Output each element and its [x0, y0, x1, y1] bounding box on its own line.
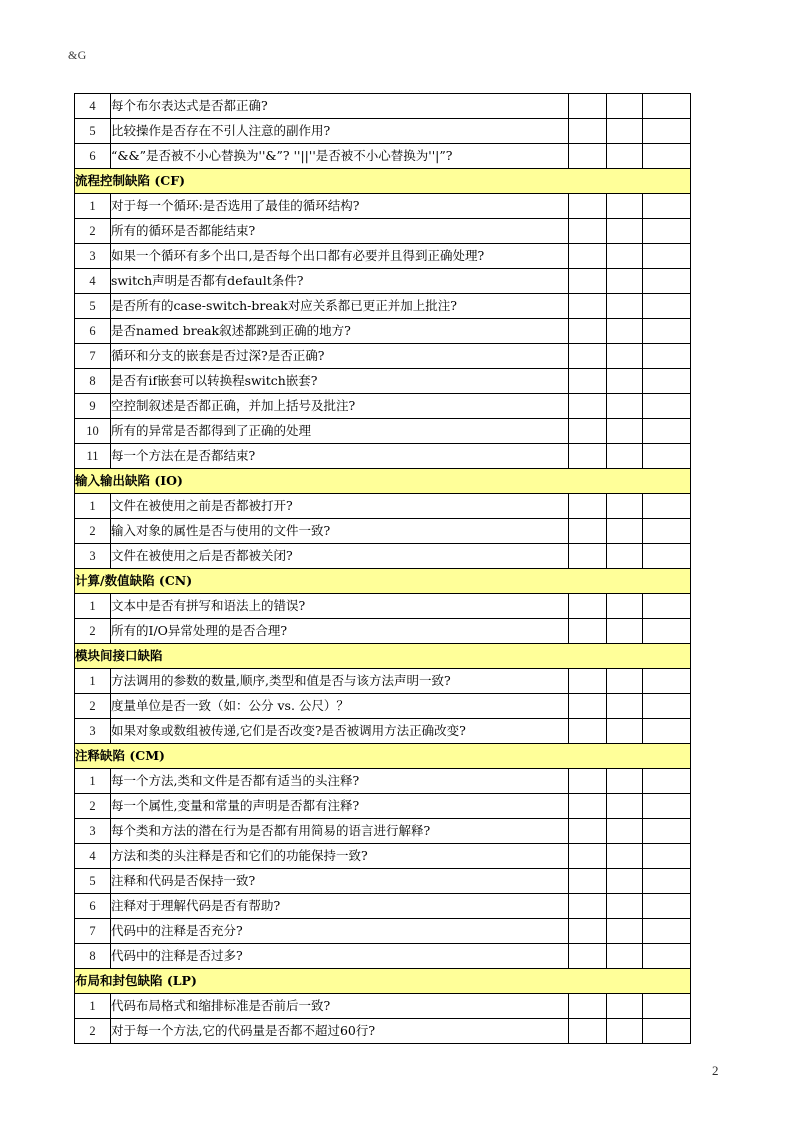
row-number: 1: [75, 194, 111, 219]
row-check-cell-3[interactable]: [643, 1019, 691, 1044]
checklist-row: [75, 619, 691, 644]
checklist-row: [75, 594, 691, 619]
row-check-cell-3[interactable]: [643, 944, 691, 969]
row-number: 2: [75, 794, 111, 819]
row-check-cell-2[interactable]: [607, 194, 643, 219]
section-header-label: 输入输出缺陷 (IO): [75, 469, 691, 494]
row-check-cell-3[interactable]: [643, 919, 691, 944]
row-number: 2: [75, 694, 111, 719]
row-check-cell-1[interactable]: [569, 244, 607, 269]
row-number: 6: [75, 144, 111, 169]
row-check-cell-2[interactable]: [607, 344, 643, 369]
checklist-row: [75, 794, 691, 819]
row-check-cell-3[interactable]: [643, 294, 691, 319]
row-question-text: switch声明是否都有default条件?: [111, 269, 569, 294]
checklist-row: [75, 444, 691, 469]
row-check-cell-2[interactable]: [607, 994, 643, 1019]
row-check-cell-1[interactable]: [569, 419, 607, 444]
checklist-row: [75, 219, 691, 244]
row-check-cell-1[interactable]: [569, 294, 607, 319]
row-question-text: 输入对象的属性是否与使用的文件一致?: [111, 519, 569, 544]
row-check-cell-2[interactable]: [607, 419, 643, 444]
row-number: 5: [75, 294, 111, 319]
row-check-cell-3[interactable]: [643, 194, 691, 219]
row-check-cell-3[interactable]: [643, 544, 691, 569]
checklist-table-body: [75, 94, 691, 1044]
page-number: 2: [712, 1063, 719, 1078]
row-check-cell-2[interactable]: [607, 219, 643, 244]
row-check-cell-1[interactable]: [569, 394, 607, 419]
row-check-cell-2[interactable]: [607, 444, 643, 469]
row-number: 4: [75, 844, 111, 869]
row-question-text: 注释对于理解代码是否有帮助?: [111, 894, 569, 919]
row-number: 1: [75, 669, 111, 694]
section-header-row: [75, 569, 691, 594]
checklist-row: [75, 944, 691, 969]
checklist-row: [75, 419, 691, 444]
row-check-cell-1[interactable]: [569, 369, 607, 394]
row-check-cell-2[interactable]: [607, 669, 643, 694]
header-mark: &G: [68, 48, 87, 62]
row-check-cell-1[interactable]: [569, 544, 607, 569]
row-question-text: 每个布尔表达式是否都正确?: [111, 94, 569, 119]
row-question-text: 文本中是否有拼写和语法上的错误?: [111, 594, 569, 619]
row-check-cell-1[interactable]: [569, 219, 607, 244]
row-check-cell-3[interactable]: [643, 719, 691, 744]
row-check-cell-2[interactable]: [607, 94, 643, 119]
row-number: 9: [75, 394, 111, 419]
row-question-text: 代码中的注释是否充分?: [111, 919, 569, 944]
row-check-cell-1[interactable]: [569, 194, 607, 219]
row-check-cell-1[interactable]: [569, 669, 607, 694]
row-check-cell-3[interactable]: [643, 94, 691, 119]
checklist-row: [75, 819, 691, 844]
row-check-cell-1[interactable]: [569, 944, 607, 969]
row-check-cell-2[interactable]: [607, 619, 643, 644]
row-check-cell-1[interactable]: [569, 894, 607, 919]
row-check-cell-2[interactable]: [607, 819, 643, 844]
row-question-text: 循环和分支的嵌套是否过深?是否正确?: [111, 344, 569, 369]
row-number: 2: [75, 619, 111, 644]
row-number: 5: [75, 869, 111, 894]
section-header-label: 模块间接口缺陷: [75, 644, 691, 669]
checklist-row: [75, 869, 691, 894]
row-check-cell-1[interactable]: [569, 844, 607, 869]
row-question-text: 每一个方法在是否都结束?: [111, 444, 569, 469]
row-number: 2: [75, 1019, 111, 1044]
row-question-text: 是否有if嵌套可以转换程switch嵌套?: [111, 369, 569, 394]
row-question-text: 方法和类的头注释是否和它们的功能保持一致?: [111, 844, 569, 869]
checklist-row: [75, 519, 691, 544]
row-check-cell-2[interactable]: [607, 694, 643, 719]
row-check-cell-1[interactable]: [569, 319, 607, 344]
row-question-text: 代码布局格式和缩排标准是否前后一致?: [111, 994, 569, 1019]
row-check-cell-1[interactable]: [569, 694, 607, 719]
row-check-cell-1[interactable]: [569, 619, 607, 644]
row-number: 1: [75, 494, 111, 519]
section-header-label: 注释缺陷 (CM): [75, 744, 691, 769]
row-check-cell-3[interactable]: [643, 369, 691, 394]
row-check-cell-3[interactable]: [643, 519, 691, 544]
row-check-cell-2[interactable]: [607, 394, 643, 419]
row-check-cell-3[interactable]: [643, 769, 691, 794]
row-check-cell-1[interactable]: [569, 794, 607, 819]
row-check-cell-1[interactable]: [569, 819, 607, 844]
row-check-cell-3[interactable]: [643, 144, 691, 169]
section-header-row: [75, 469, 691, 494]
row-check-cell-3[interactable]: [643, 844, 691, 869]
row-check-cell-1[interactable]: [569, 144, 607, 169]
row-check-cell-2[interactable]: [607, 244, 643, 269]
checklist-row: [75, 369, 691, 394]
checklist-row: [75, 494, 691, 519]
row-check-cell-1[interactable]: [569, 269, 607, 294]
row-check-cell-2[interactable]: [607, 769, 643, 794]
row-check-cell-1[interactable]: [569, 444, 607, 469]
row-number: 8: [75, 944, 111, 969]
checklist-row: [75, 294, 691, 319]
row-question-text: 比较操作是否存在不引人注意的副作用?: [111, 119, 569, 144]
row-check-cell-2[interactable]: [607, 844, 643, 869]
section-header-row: [75, 969, 691, 994]
row-question-text: 所有的异常是否都得到了正确的处理: [111, 419, 569, 444]
row-number: 1: [75, 994, 111, 1019]
row-check-cell-3[interactable]: [643, 594, 691, 619]
row-check-cell-2[interactable]: [607, 594, 643, 619]
row-check-cell-2[interactable]: [607, 894, 643, 919]
row-check-cell-2[interactable]: [607, 519, 643, 544]
row-check-cell-3[interactable]: [643, 219, 691, 244]
row-check-cell-2[interactable]: [607, 719, 643, 744]
row-check-cell-1[interactable]: [569, 769, 607, 794]
checklist-row: [75, 394, 691, 419]
row-check-cell-3[interactable]: [643, 344, 691, 369]
row-check-cell-2[interactable]: [607, 919, 643, 944]
row-check-cell-3[interactable]: [643, 894, 691, 919]
section-header-row: [75, 169, 691, 194]
row-question-text: 文件在被使用之后是否都被关闭?: [111, 544, 569, 569]
row-number: 3: [75, 719, 111, 744]
row-check-cell-3[interactable]: [643, 394, 691, 419]
checklist-row: [75, 544, 691, 569]
row-question-text: 如果一个循环有多个出口,是否每个出口都有必要并且得到正确处理?: [111, 244, 569, 269]
row-number: 8: [75, 369, 111, 394]
row-number: 4: [75, 94, 111, 119]
row-number: 7: [75, 344, 111, 369]
row-question-text: 是否所有的case-switch-break对应关系都已更正并加上批注?: [111, 294, 569, 319]
row-check-cell-3[interactable]: [643, 244, 691, 269]
row-check-cell-2[interactable]: [607, 319, 643, 344]
section-header-row: [75, 744, 691, 769]
checklist-row: [75, 344, 691, 369]
checklist-row: [75, 844, 691, 869]
checklist-row: [75, 894, 691, 919]
checklist-row: [75, 994, 691, 1019]
row-number: 3: [75, 544, 111, 569]
row-question-text: 方法调用的参数的数量,顺序,类型和值是否与该方法声明一致?: [111, 669, 569, 694]
row-check-cell-3[interactable]: [643, 619, 691, 644]
row-question-text: 每一个方法,类和文件是否都有适当的头注释?: [111, 769, 569, 794]
row-question-text: 所有的循环是否都能结束?: [111, 219, 569, 244]
row-question-text: “&&”是否被不小心替换为''&”? ''||''是否被不小心替换为''|”?: [111, 144, 569, 169]
row-check-cell-1[interactable]: [569, 94, 607, 119]
row-question-text: 每个类和方法的潜在行为是否都有用简易的语言进行解释?: [111, 819, 569, 844]
row-check-cell-2[interactable]: [607, 119, 643, 144]
row-check-cell-3[interactable]: [643, 694, 691, 719]
row-check-cell-2[interactable]: [607, 1019, 643, 1044]
row-question-text: 对于每一个循环:是否选用了最佳的循环结构?: [111, 194, 569, 219]
row-check-cell-2[interactable]: [607, 269, 643, 294]
row-check-cell-3[interactable]: [643, 669, 691, 694]
row-check-cell-1[interactable]: [569, 1019, 607, 1044]
checklist-row: [75, 669, 691, 694]
row-check-cell-3[interactable]: [643, 869, 691, 894]
row-check-cell-2[interactable]: [607, 794, 643, 819]
checklist-row: [75, 919, 691, 944]
row-check-cell-1[interactable]: [569, 519, 607, 544]
row-check-cell-2[interactable]: [607, 944, 643, 969]
section-header-label: 布局和封包缺陷 (LP): [75, 969, 691, 994]
checklist-row: [75, 119, 691, 144]
section-header-row: [75, 644, 691, 669]
row-check-cell-3[interactable]: [643, 319, 691, 344]
checklist-row: [75, 694, 691, 719]
checklist-row: [75, 194, 691, 219]
checklist-row: [75, 1019, 691, 1044]
row-number: 11: [75, 444, 111, 469]
checklist-table: [74, 93, 691, 1044]
row-check-cell-3[interactable]: [643, 444, 691, 469]
row-question-text: 代码中的注释是否过多?: [111, 944, 569, 969]
row-check-cell-3[interactable]: [643, 419, 691, 444]
row-question-text: 所有的I/O异常处理的是否合理?: [111, 619, 569, 644]
row-check-cell-1[interactable]: [569, 344, 607, 369]
checklist-row: [75, 144, 691, 169]
row-question-text: 如果对象或数组被传递,它们是否改变?是否被调用方法正确改变?: [111, 719, 569, 744]
row-number: 3: [75, 244, 111, 269]
row-check-cell-2[interactable]: [607, 294, 643, 319]
checklist-row: [75, 244, 691, 269]
row-check-cell-3[interactable]: [643, 794, 691, 819]
checklist-row: [75, 769, 691, 794]
row-number: 6: [75, 894, 111, 919]
row-check-cell-1[interactable]: [569, 919, 607, 944]
row-check-cell-1[interactable]: [569, 494, 607, 519]
row-number: 7: [75, 919, 111, 944]
row-number: 1: [75, 594, 111, 619]
row-check-cell-3[interactable]: [643, 819, 691, 844]
row-question-text: 注释和代码是否保持一致?: [111, 869, 569, 894]
row-number: 4: [75, 269, 111, 294]
row-number: 5: [75, 119, 111, 144]
section-header-label: 计算/数值缺陷 (CN): [75, 569, 691, 594]
row-question-text: 是否named break叙述都跳到正确的地方?: [111, 319, 569, 344]
row-number: 1: [75, 769, 111, 794]
checklist-row: [75, 319, 691, 344]
row-check-cell-1[interactable]: [569, 594, 607, 619]
row-question-text: 空控制叙述是否都正确，并加上括号及批注?: [111, 394, 569, 419]
row-check-cell-1[interactable]: [569, 994, 607, 1019]
row-check-cell-1[interactable]: [569, 719, 607, 744]
row-check-cell-2[interactable]: [607, 869, 643, 894]
row-check-cell-3[interactable]: [643, 494, 691, 519]
row-number: 2: [75, 219, 111, 244]
row-check-cell-3[interactable]: [643, 269, 691, 294]
row-number: 3: [75, 819, 111, 844]
row-check-cell-2[interactable]: [607, 144, 643, 169]
row-check-cell-3[interactable]: [643, 119, 691, 144]
row-check-cell-2[interactable]: [607, 494, 643, 519]
row-question-text: 文件在被使用之前是否都被打开?: [111, 494, 569, 519]
row-number: 6: [75, 319, 111, 344]
section-header-label: 流程控制缺陷 (CF): [75, 169, 691, 194]
row-check-cell-1[interactable]: [569, 869, 607, 894]
row-question-text: 度量单位是否一致（如：公分 vs. 公尺）？: [111, 694, 569, 719]
row-question-text: 对于每一个方法,它的代码量是否都不超过60行?: [111, 1019, 569, 1044]
checklist-row: [75, 269, 691, 294]
checklist-row: [75, 94, 691, 119]
row-number: 10: [75, 419, 111, 444]
row-number: 2: [75, 519, 111, 544]
checklist-row: [75, 719, 691, 744]
row-check-cell-3[interactable]: [643, 994, 691, 1019]
row-check-cell-2[interactable]: [607, 544, 643, 569]
row-check-cell-1[interactable]: [569, 119, 607, 144]
row-question-text: 每一个属性,变量和常量的声明是否都有注释?: [111, 794, 569, 819]
row-check-cell-2[interactable]: [607, 369, 643, 394]
